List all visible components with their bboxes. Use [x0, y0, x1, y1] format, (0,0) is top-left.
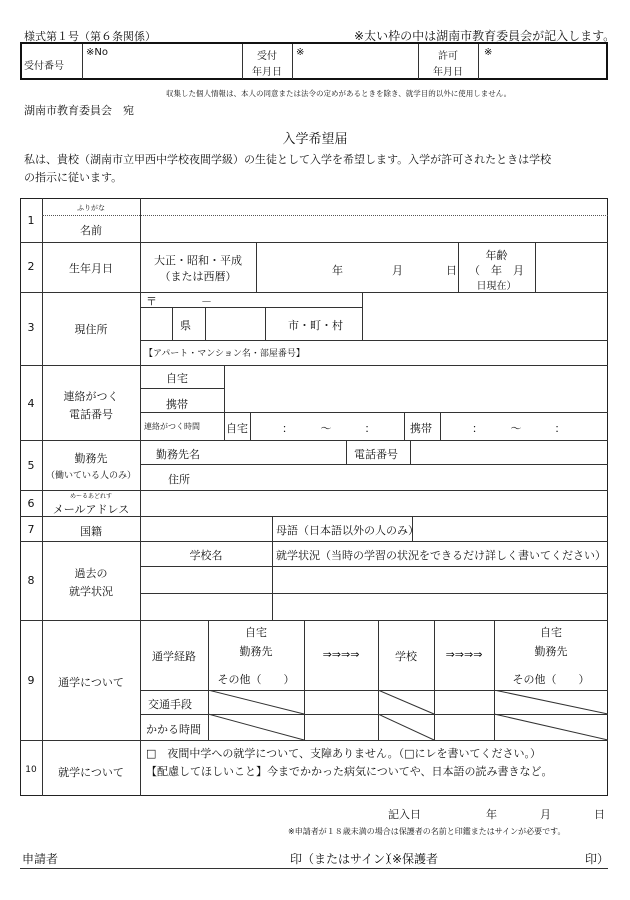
signature-line: [20, 868, 608, 869]
applicant-label: 申請者: [22, 852, 59, 866]
route-to-work: 勤務先: [534, 645, 568, 658]
row-4-label-1: 連絡がつく: [63, 390, 119, 403]
permit-date-label-bottom: 年月日: [433, 67, 463, 78]
row-5-label: 勤務先: [74, 452, 108, 465]
route-arrows-2: ⇒⇒⇒⇒: [445, 648, 483, 661]
birth-day-label: 日: [446, 264, 457, 277]
route-arrows-1: ⇒⇒⇒⇒: [322, 648, 360, 661]
company-phone-label: 電話番号: [354, 448, 398, 461]
entry-day-label: 日: [594, 808, 605, 821]
entry-date-label: 記入日: [388, 808, 421, 821]
western-calendar-note: （または西暦）: [159, 270, 237, 283]
row-4-number: 4: [27, 397, 35, 410]
row-6-number: 6: [27, 497, 35, 510]
seal-or-sign-label: 印（またはサイン）: [290, 852, 398, 866]
intro-line-1: 私は、貴校（湖南市立甲西中学校夜間学級）の生徒として入学を希望します。入学が許可されたときは学校: [24, 153, 552, 166]
row-3-number: 3: [27, 321, 35, 334]
permit-date-value[interactable]: ※: [484, 47, 493, 58]
contact-time-mobile-label: 携帯: [410, 422, 432, 435]
row-2-label: 生年月日: [69, 262, 113, 275]
contact-time-home-label: 自宅: [226, 422, 248, 435]
name-input[interactable]: [146, 220, 602, 238]
entry-month-label: 月: [540, 808, 551, 821]
reception-date-value[interactable]: ※: [296, 47, 305, 58]
row-3-label: 現住所: [74, 323, 108, 336]
company-address-label: 住所: [168, 473, 190, 486]
row-10-label: 就学について: [58, 766, 124, 779]
era-options[interactable]: 大正・昭和・平成: [154, 254, 242, 267]
native-language-label: 母語（日本語以外の人のみ）: [276, 524, 419, 537]
consideration-label: 【配慮してほしいこと】今までかかった病気についてや、日本語の読み書きなど。: [146, 765, 553, 778]
route-from-other[interactable]: その他（ ）: [217, 673, 295, 686]
header-note-text: 太い枠の中は湖南市教育委員会が記入します。: [364, 29, 616, 43]
age-sub-1: （ 年 月: [469, 264, 524, 277]
row-6-furigana: めーるあどれす: [69, 493, 112, 500]
row-7-number: 7: [27, 523, 35, 536]
study-status-header: 就学状況（当時の学習の状況をできるだけ詳しく書いてください）: [276, 549, 606, 562]
contact-time-home-range[interactable]: ： ～ ：: [282, 422, 376, 435]
reception-date-label-bottom: 年月日: [252, 67, 282, 78]
phone-mobile-label: 携帯: [166, 398, 188, 411]
row-9-label: 通学について: [58, 676, 124, 689]
route-school: 学校: [395, 650, 417, 663]
school-name-header: 学校名: [189, 549, 223, 562]
row-8-label-2: 就学状況: [69, 585, 113, 598]
transport-label: 交通手段: [148, 698, 192, 711]
company-name-label: 勤務先名: [156, 448, 200, 461]
duration-label: かかる時間: [146, 723, 201, 736]
route-to-other[interactable]: その他（ ）: [512, 673, 590, 686]
row-9-number: 9: [27, 674, 35, 687]
route-from-home: 自宅: [245, 626, 267, 639]
reception-number-label: 受付番号: [24, 61, 64, 72]
route-label: 通学経路: [152, 650, 196, 663]
guardian-note: ※申請者が１８歳未満の場合は保護者の名前と印鑑またはサインが必要です。: [288, 827, 566, 836]
row-7-label: 国籍: [80, 525, 102, 538]
row-2-number: 2: [27, 260, 35, 273]
age-label: 年齢: [485, 249, 508, 262]
contact-time-mobile-range[interactable]: ： ～ ：: [472, 422, 566, 435]
addressee: 湖南市教育委員会 宛: [24, 104, 134, 117]
no-problem-checkbox[interactable]: □ 夜間中学への就学について、支障ありません。（□にレを書いてください。）: [146, 747, 542, 760]
privacy-note: 収集した個人情報は、本人の同意または法令の定めがあるときを除き、就学目的以外に使用しません。: [166, 89, 512, 98]
row-6-label: メールアドレス: [52, 503, 130, 516]
entry-year-label: 年: [486, 808, 497, 821]
postal-code[interactable]: 〒 －: [146, 295, 212, 308]
row-1-number: 1: [27, 214, 35, 227]
row-5-sub: （働いている人のみ）: [45, 471, 136, 481]
permit-date-label-top: 許可: [438, 51, 458, 62]
row-1-furigana: ふりがな: [77, 204, 105, 212]
birth-month-label: 月: [392, 264, 403, 277]
form-number: 様式第１号（第６条関係）: [24, 30, 156, 43]
row-10-number: 10: [25, 765, 37, 775]
apartment-label[interactable]: 【アパート・マンション名・部屋番号】: [144, 349, 305, 359]
birth-year-label: 年: [332, 264, 343, 277]
row-5-number: 5: [27, 459, 35, 472]
row-4-label-2: 電話番号: [69, 408, 113, 421]
reception-number-value[interactable]: ※No: [86, 47, 108, 58]
contact-time-label: 連絡がつく時間: [144, 422, 200, 431]
reception-date-label-top: 受付: [257, 51, 277, 62]
route-from-work: 勤務先: [239, 645, 273, 658]
route-to-home: 自宅: [540, 626, 562, 639]
reception-box: [20, 42, 608, 80]
header-note-mark: ※: [354, 29, 365, 43]
prefecture-label: 県: [180, 319, 191, 332]
row-8-number: 8: [27, 574, 35, 587]
row-1-label: 名前: [80, 224, 102, 237]
age-sub-2: 日現在）: [476, 281, 517, 292]
guardian-label: （※保護者: [380, 852, 439, 866]
page-title: 入学希望届: [282, 132, 348, 147]
guardian-seal-label: 印）: [585, 852, 610, 866]
route-cell-diagonals: [208, 690, 608, 740]
intro-line-2: の指示に従います。: [24, 171, 123, 184]
row-8-label-1: 過去の: [74, 567, 108, 580]
city-label: 市・町・村: [288, 319, 343, 332]
phone-home-label: 自宅: [166, 372, 188, 385]
